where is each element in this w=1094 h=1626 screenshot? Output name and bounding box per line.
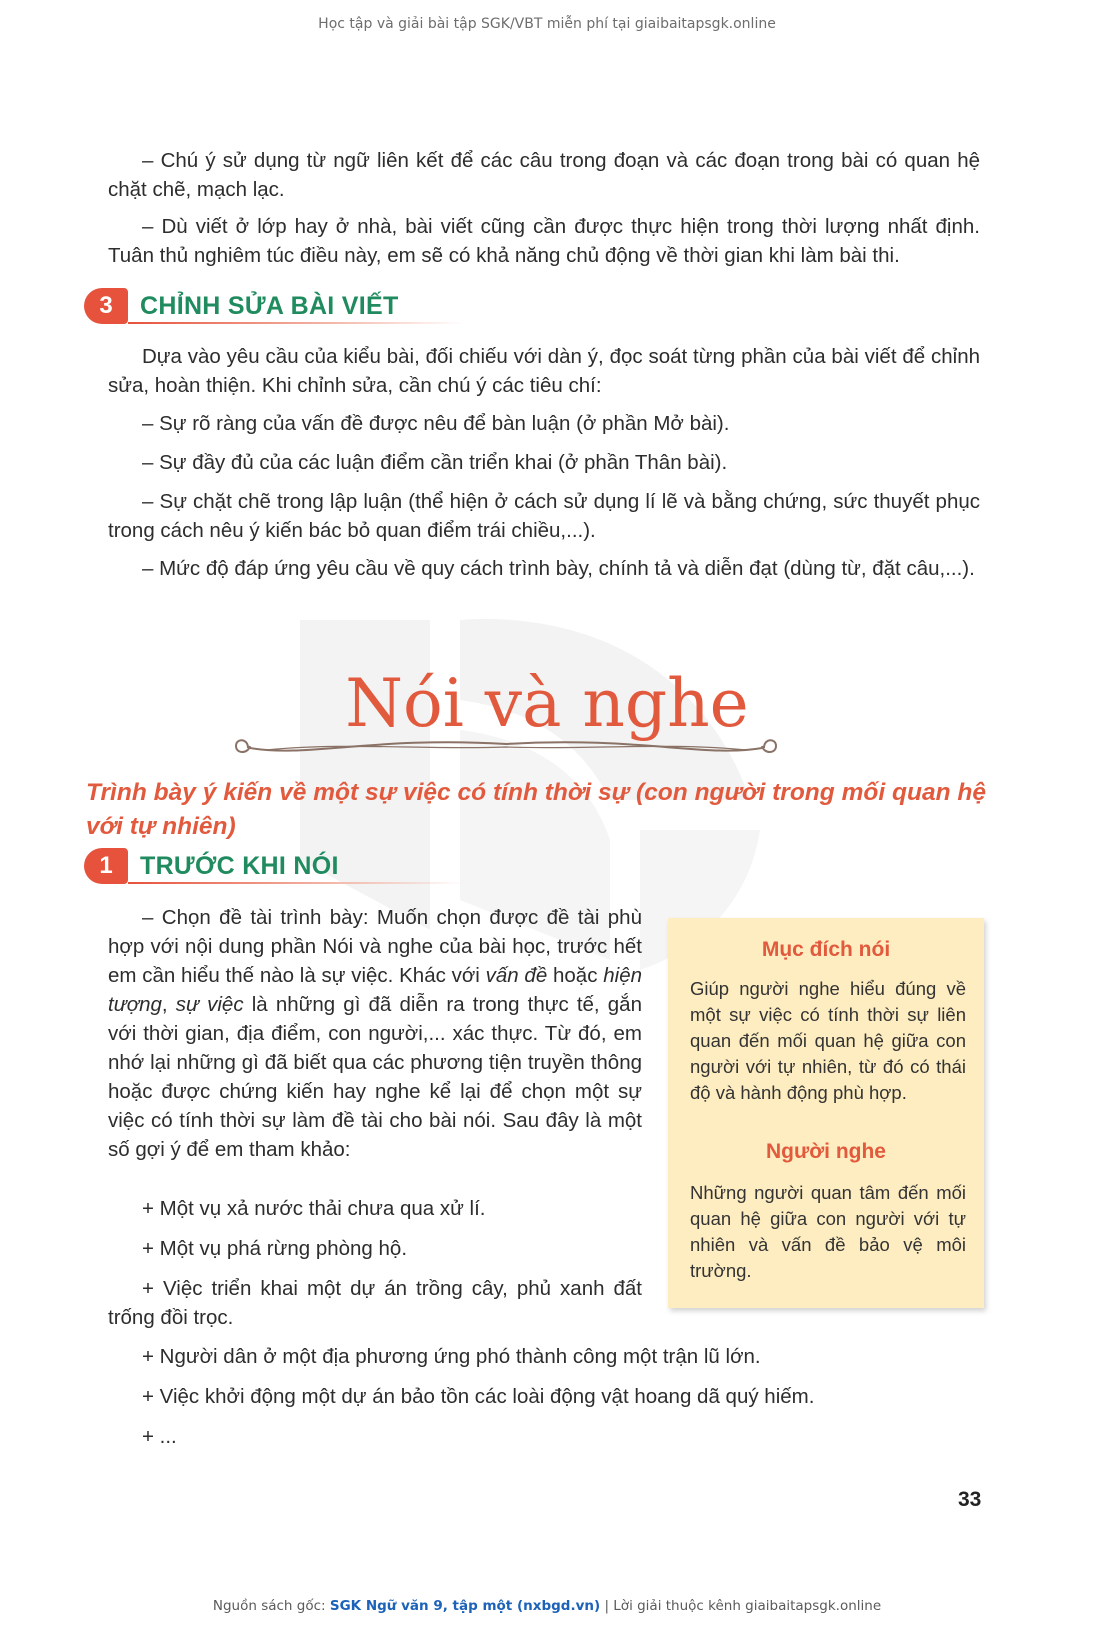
page-number: 33 [958, 1488, 982, 1511]
list-item: – Sự chặt chẽ trong lập luận (thể hiện ở cách sử dụng lí lẽ và bằng chứng, sức thuyết phục trong cách nêu ý kiến bác bỏ quan điểm trái chiều,...). [108, 490, 980, 542]
list-item: + Việc khởi động một dự án bảo tồn các loài động vật hoang dã quý hiếm. [142, 1385, 815, 1408]
list-item: + Việc triển khai một dự án trồng cây, phủ xanh đất trống đồi trọc. [108, 1277, 642, 1329]
list-item: + Một vụ xả nước thải chưa qua xử lí. [142, 1197, 486, 1220]
listener-text: Những người quan tâm đến mối quan hệ giữa con người với tự nhiên và vấn đề bảo vệ môi trường. [690, 1182, 966, 1281]
header-note: Học tập và giải bài tập SGK/VBT miễn phí tại giaibaitapsgk.online [318, 16, 776, 32]
section-number-badge: 1 [84, 848, 128, 884]
source-link[interactable]: SGK Ngữ văn 9, tập một (nxbgd.vn) [329, 1598, 601, 1614]
section-3-intro: Dựa vào yêu cầu của kiểu bài, đối chiếu với dàn ý, đọc soát từng phần của bài viết để chỉnh sửa, hoàn thiện. Khi chỉnh sửa, cần chú ý các tiêu chí: [108, 345, 980, 397]
list-item: – Mức độ đáp ứng yêu cầu về quy cách trình bày, chính tả và diễn đạt (dùng từ, đặt câu,...). [142, 557, 975, 580]
section-underline [128, 322, 464, 324]
listener-heading: Người nghe [766, 1140, 886, 1163]
list-item: + ... [142, 1425, 177, 1448]
list-item: + Người dân ở một địa phương ứng phó thành công một trận lũ lớn. [142, 1345, 761, 1368]
section-1-heading [84, 846, 464, 886]
section-3-heading [84, 286, 464, 326]
list-item: – Sự rõ ràng của vấn đề được nêu để bàn luận (ở phần Mở bài). [142, 412, 730, 435]
purpose-text: Giúp người nghe hiểu đúng về một sự việc có tính thời sự liên quan đến mối quan hệ giữa con người với tự nhiên, từ đó có thái độ và hành động phù hợp. [690, 978, 966, 1103]
paragraph-time-limit: – Dù viết ở lớp hay ở nhà, bài viết cũng cần được thực hiện trong thời lượng nhất định. Tuân thủ nghiêm túc điều này, em sẽ có khả năng chủ động về thời gian khi làm bài thi. [108, 215, 980, 267]
purpose-heading: Mục đích nói [761, 938, 891, 961]
list-item: + Một vụ phá rừng phòng hộ. [142, 1237, 408, 1260]
section-underline [128, 882, 464, 884]
lesson-subtitle: Trình bày ý kiến về một sự việc có tính thời sự (con người trong mối quan hệ với tự nhiên) [86, 779, 986, 840]
title-ornament [226, 732, 786, 762]
section-number-badge: 3 [84, 288, 128, 324]
section-title: CHỈNH SỬA BÀI VIẾT [140, 292, 399, 320]
section-title: TRƯỚC KHI NÓI [140, 852, 339, 880]
list-item: – Sự đầy đủ của các luận điểm cần triển khai (ở phần Thân bài). [142, 451, 728, 474]
paragraph-linking-words: – Chú ý sử dụng từ ngữ liên kết để các câu trong đoạn và các đoạn trong bài có quan hệ chặt chẽ, mạch lạc. [108, 149, 980, 201]
section-1-body: – Chọn đề tài trình bày: Muốn chọn được đề tài phù hợp với nội dung phần Nói và nghe của bài học, trước hết em cần hiểu thế nào là sự việc. Khác với vấn đề hoặc hiện tượng, sự việc là những gì đã diễn ra trong thực tế, gắn với thời gian, địa điểm, con người,... xác thực. Từ đó, em nhớ lại những gì đã biết qua các phương tiện truyền thông hoặc được chứng kiến hay nghe kể lại để chọn một sự việc có tính thời sự làm đề tài cho bài nói. Sau đây là một số gợi ý để em tham khảo: [108, 906, 642, 1161]
chapter-title: Nói và nghe [345, 665, 749, 742]
footer-note: Nguồn sách gốc: SGK Ngữ văn 9, tập một (nxbgd.vn) | Lời giải thuộc kênh giaibaitapsgk.online [212, 1598, 882, 1614]
info-sidebox [668, 918, 984, 1308]
